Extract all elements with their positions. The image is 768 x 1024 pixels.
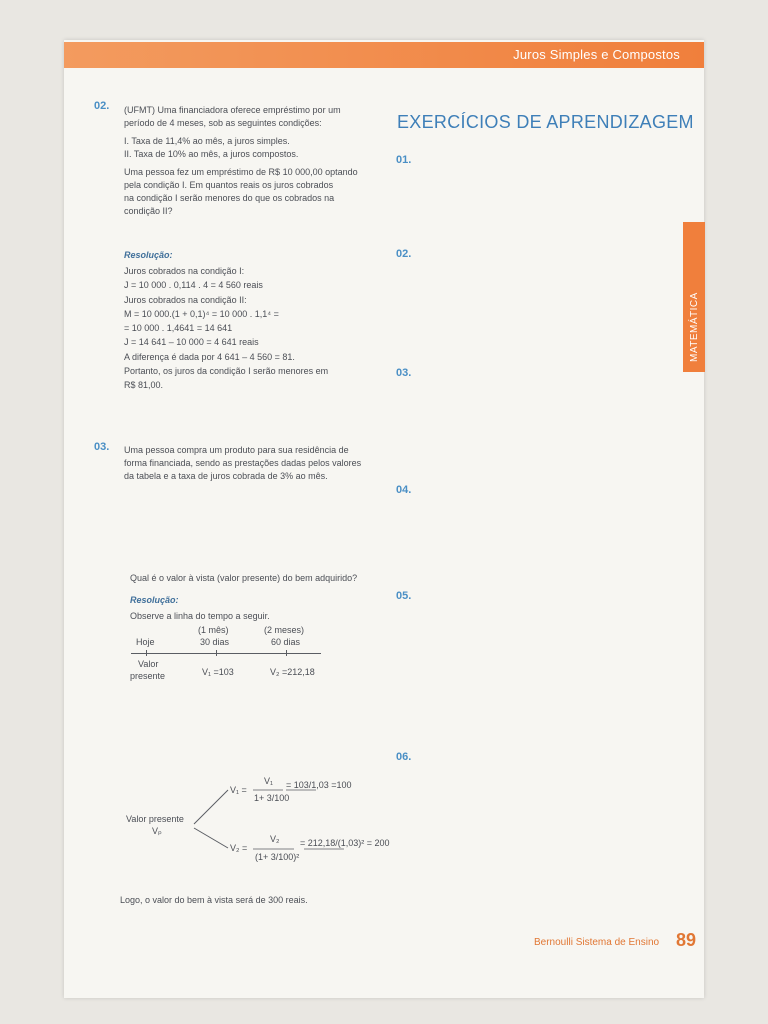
question-02-text <box>124 104 374 218</box>
question-number: 02. <box>396 248 412 260</box>
diagram-vp-label: Valor presente <box>126 814 184 824</box>
text-line: J = 10 000 . 0,114 . 4 = 4 560 reais <box>124 280 263 291</box>
formula-v2-left: V₂ = <box>230 843 248 853</box>
subject-side-tab <box>683 222 705 372</box>
formula-v1-left: V₁ = <box>230 785 247 795</box>
resolution-1-text <box>124 264 374 393</box>
page-header-title: Juros Simples e Compostos <box>513 47 680 62</box>
spiral-binding <box>54 60 68 880</box>
diagram-branch-line <box>194 828 228 848</box>
timeline-tick <box>146 650 147 656</box>
text-line: (UFMT) Uma financiadora oferece empréstimo por um <box>124 105 341 115</box>
timeline-intro: Observe a linha do tempo a seguir. <box>130 611 270 621</box>
formula-v2-result: = 212,18/(1,03)² = 200 <box>300 838 390 848</box>
text-line: R$ 81,00. <box>124 380 164 391</box>
publisher-name: Bernoulli Sistema de Ensino <box>534 937 660 948</box>
timeline-tick <box>286 650 287 656</box>
timeline-label-m2a: (2 meses) <box>264 625 305 635</box>
text-line: Juros cobrados na condição II: <box>124 294 247 305</box>
question-number: 01. <box>396 154 412 166</box>
timeline-label-m1a: (1 mês) <box>198 625 229 635</box>
page-number: 89 <box>676 930 697 950</box>
diagram-branch-line <box>194 790 228 824</box>
exercises-heading: EXERCÍCIOS DE APRENDIZAGEM <box>397 112 694 132</box>
side-tab-label: MATEMÁTICA <box>689 292 700 362</box>
question-number: 02. <box>94 100 110 112</box>
question-number: 05. <box>396 590 412 602</box>
timeline-axis <box>131 653 321 654</box>
question-number: 04. <box>396 484 412 496</box>
text-line: Juros cobrados na condição I: <box>124 266 245 276</box>
timeline-label-hoje: Hoje <box>136 637 155 647</box>
formula-v1-numerator: V₁ <box>264 776 274 786</box>
timeline-valor-label: Valor <box>138 659 159 669</box>
conclusion-text: Logo, o valor do bem à vista será de 300 reais. <box>120 895 308 905</box>
formula-v2-denominator: (1+ 3/100)² <box>255 852 300 862</box>
resolution-title: Resolução: <box>130 595 179 605</box>
header-bar <box>64 42 704 68</box>
text-line: = 10 000 . 1,4641 = 14 641 <box>124 323 233 334</box>
text-line: período de 4 meses, sob as seguintes condições: <box>124 118 322 128</box>
text-line: da tabela e a taxa de juros cobrada de 3% ao mês. <box>124 471 328 481</box>
timeline-presente-label: presente <box>130 671 166 681</box>
timeline-v2: V₂ =212,18 <box>270 667 315 677</box>
question-number: 03. <box>396 367 412 379</box>
formula-v1-denominator: 1+ 3/100 <box>254 793 290 803</box>
question-03-text <box>124 444 374 483</box>
text-line: II. Taxa de 10% ao mês, a juros compostos. <box>124 149 299 159</box>
timeline-label-m2b: 60 dias <box>271 637 301 647</box>
text-line: M = 10 000.(1 + 0,1)⁴ = 10 000 . 1,1⁴ = <box>124 308 279 319</box>
text-line: A diferença é dada por 4 641 – 4 560 = 81. <box>124 351 295 362</box>
formula-v1-result: = 103/1,03 =100 <box>286 780 352 790</box>
question-03-prompt: Qual é o valor à vista (valor presente) do bem adquirido? <box>130 573 358 583</box>
text-line: J = 14 641 – 10 000 = 4 641 reais <box>124 337 259 348</box>
text-line: I. Taxa de 11,4% ao mês, a juros simples. <box>124 136 290 146</box>
text-line: condição II? <box>124 206 173 216</box>
text-line: pela condição I. Em quantos reais os juros cobrados <box>124 180 334 190</box>
timeline-label-m1b: 30 dias <box>200 637 230 647</box>
timeline-tick <box>216 650 217 656</box>
question-number: 03. <box>94 441 110 453</box>
diagram-vp-symbol: Vₚ <box>152 826 162 836</box>
question-number: 06. <box>396 751 412 763</box>
text-line: Uma pessoa fez um empréstimo de R$ 10 000,00 optando <box>124 167 358 177</box>
resolution-title: Resolução: <box>124 250 173 260</box>
text-line: Portanto, os juros da condição I serão menores em <box>124 366 329 377</box>
formula-v2-numerator: V₂ <box>270 834 280 844</box>
timeline-v1: V₁ =103 <box>202 667 234 677</box>
text-line: forma financiada, sendo as prestações dadas pelos valores <box>124 458 362 468</box>
text-line: Uma pessoa compra um produto para sua residência de <box>124 445 349 455</box>
text-line: na condição I serão menores do que os cobrados na <box>124 193 335 203</box>
